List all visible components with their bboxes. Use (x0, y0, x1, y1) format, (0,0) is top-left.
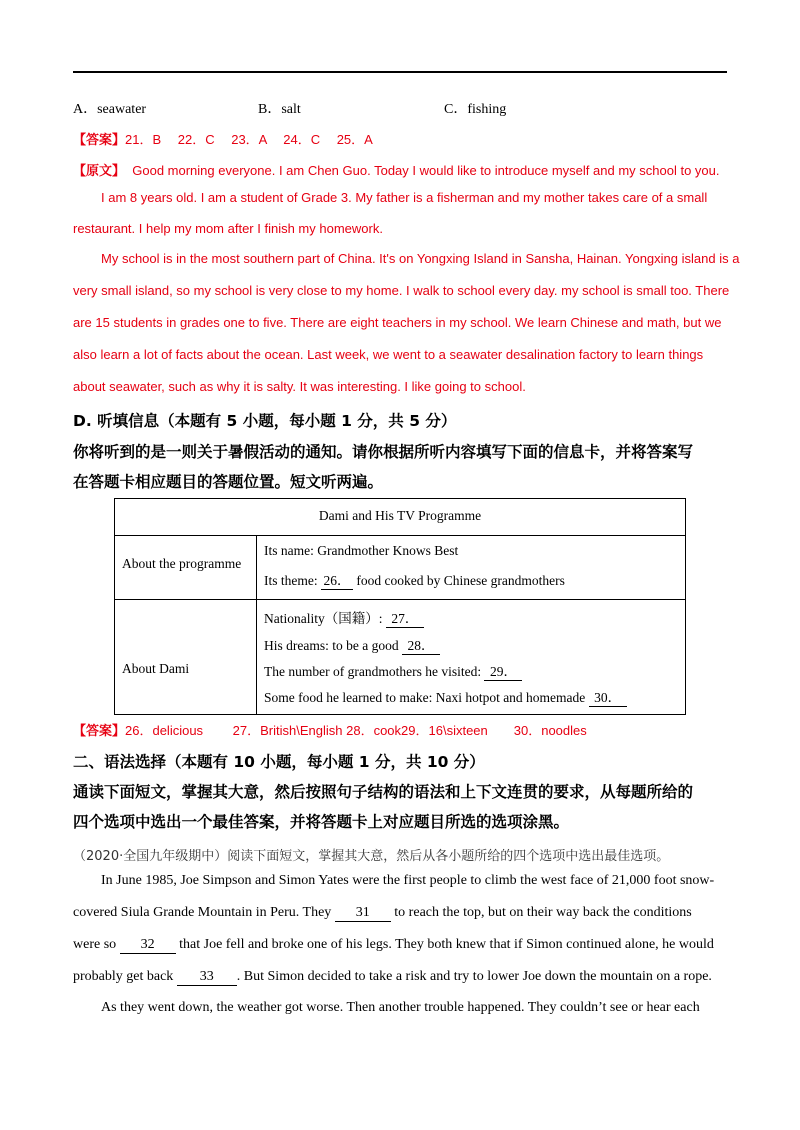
question-source: （2020·全国九年级期中）阅读下面短文，掌握其大意，然后从各小题所给的四个选项中选出最佳选项。 (73, 849, 670, 864)
blank-29: 29． (484, 660, 522, 681)
blank-26: 26． (321, 569, 353, 590)
transcript-label: 【原文】 (73, 163, 126, 178)
answer-values-2: 26．delicious 27．British\English 28．cook29．16\sixteen 30．noodles (125, 723, 587, 738)
dami-grandmothers-visited: The number of grandmothers he visited: 29． (264, 660, 522, 681)
row-label-dami: About Dami (122, 661, 190, 676)
section-2-instruction-1: 通读下面短文，掌握其大意，然后按照句子结构的语法和上下文连贯的要求，从每题所给的 (73, 783, 694, 801)
answer-line-2 (73, 720, 587, 739)
blank-31: 31 (335, 905, 391, 922)
blank-28: 28． (402, 634, 440, 655)
passage-line-1: In June 1985, Joe Simpson and Simon Yates were the first people to climb the west face of 21,000 foot snow- (101, 873, 715, 888)
passage-line-4: probably get back 33 . But Simon decided to take a risk and try to lower Joe down the mountain on a rope. (73, 969, 712, 984)
option-c: C．fishing (444, 102, 507, 117)
transcript-line-8: about seawater, such as why it is salty. It was interesting. I like going to school. (73, 379, 526, 394)
blank-32: 32 (120, 937, 176, 954)
transcript-line-6: are 15 students in grades one to five. There are eight teachers in my school. We learn Chinese and math, but we (73, 315, 722, 330)
programme-theme: Its theme: 26． food cooked by Chinese grandmothers (264, 569, 565, 590)
table-title: Dami and His TV Programme (115, 499, 685, 536)
blank-33: 33 (177, 969, 237, 986)
passage-line-3: were so 32 that Joe fell and broke one of his legs. They both knew that if Simon continued alone, he would (73, 937, 714, 952)
transcript-line-7: also learn a lot of facts about the ocean. Last week, we went to a seawater desalination factory to learn things (73, 347, 704, 362)
passage-line-5: As they went down, the weather got worse. Then another trouble happened. They couldn’t see or hear each (101, 1000, 700, 1015)
answer-values: 21．B 22．C 23．A 24．C 25．A (125, 132, 373, 147)
dami-dreams: His dreams: to be a good 28． (264, 634, 440, 655)
transcript-line-1: 【原文】 Good morning everyone. I am Chen Guo. Today I would like to introduce myself and my school to you. (73, 163, 720, 178)
passage-line-2: covered Siula Grande Mountain in Peru. They 31 to reach the top, but on their way back the conditions (73, 905, 692, 920)
option-a: A．seawater (73, 102, 147, 117)
transcript-line-2: I am 8 years old. I am a student of Grade 3. My father is a fisherman and my mother takes care of a small (101, 190, 708, 205)
blank-27: 27． (386, 607, 424, 628)
section-d-instruction-2: 在答题卡相应题目的答题位置。短文听两遍。 (73, 473, 384, 491)
section-d-heading: D. 听填信息（本题有 5 小题，每小题 1 分，共 5 分） (73, 412, 457, 430)
dami-food-learned: Some food he learned to make: Naxi hotpot and homemade 30． (264, 686, 627, 707)
section-2-instruction-2: 四个选项中选出一个最佳答案，并将答题卡上对应题目所选的选项涂黑。 (73, 813, 570, 831)
dami-nationality: Nationality（国籍）: 27． (264, 607, 424, 628)
blank-30: 30． (589, 686, 627, 707)
table-column-divider (256, 535, 257, 714)
section-2-heading: 二、语法选择（本题有 10 小题，每小题 1 分，共 10 分） (73, 753, 485, 771)
top-rule (73, 71, 727, 73)
programme-name: Its name: Grandmother Knows Best (264, 543, 459, 558)
transcript-line-4: My school is in the most southern part of China. It's on Yongxing Island in Sansha, Hainan. Yongxing island is a (101, 251, 740, 266)
answer-line-1 (73, 129, 373, 148)
transcript-line-5: very small island, so my school is very close to my home. I walk to school every day. my school is small too. There (73, 283, 730, 298)
info-card-table (114, 498, 686, 715)
table-row-divider (115, 599, 685, 600)
transcript-line-3: restaurant. I help my mom after I finish my homework. (73, 221, 383, 236)
section-d-instruction-1: 你将听到的是一则关于暑假活动的通知。请你根据所听内容填写下面的信息卡，并将答案写 (73, 443, 694, 461)
answer-label-2: 【答案】 (73, 723, 126, 738)
row-label-programme: About the programme (122, 556, 242, 571)
option-b: B．salt (258, 102, 301, 117)
answer-label: 【答案】 (73, 132, 126, 147)
